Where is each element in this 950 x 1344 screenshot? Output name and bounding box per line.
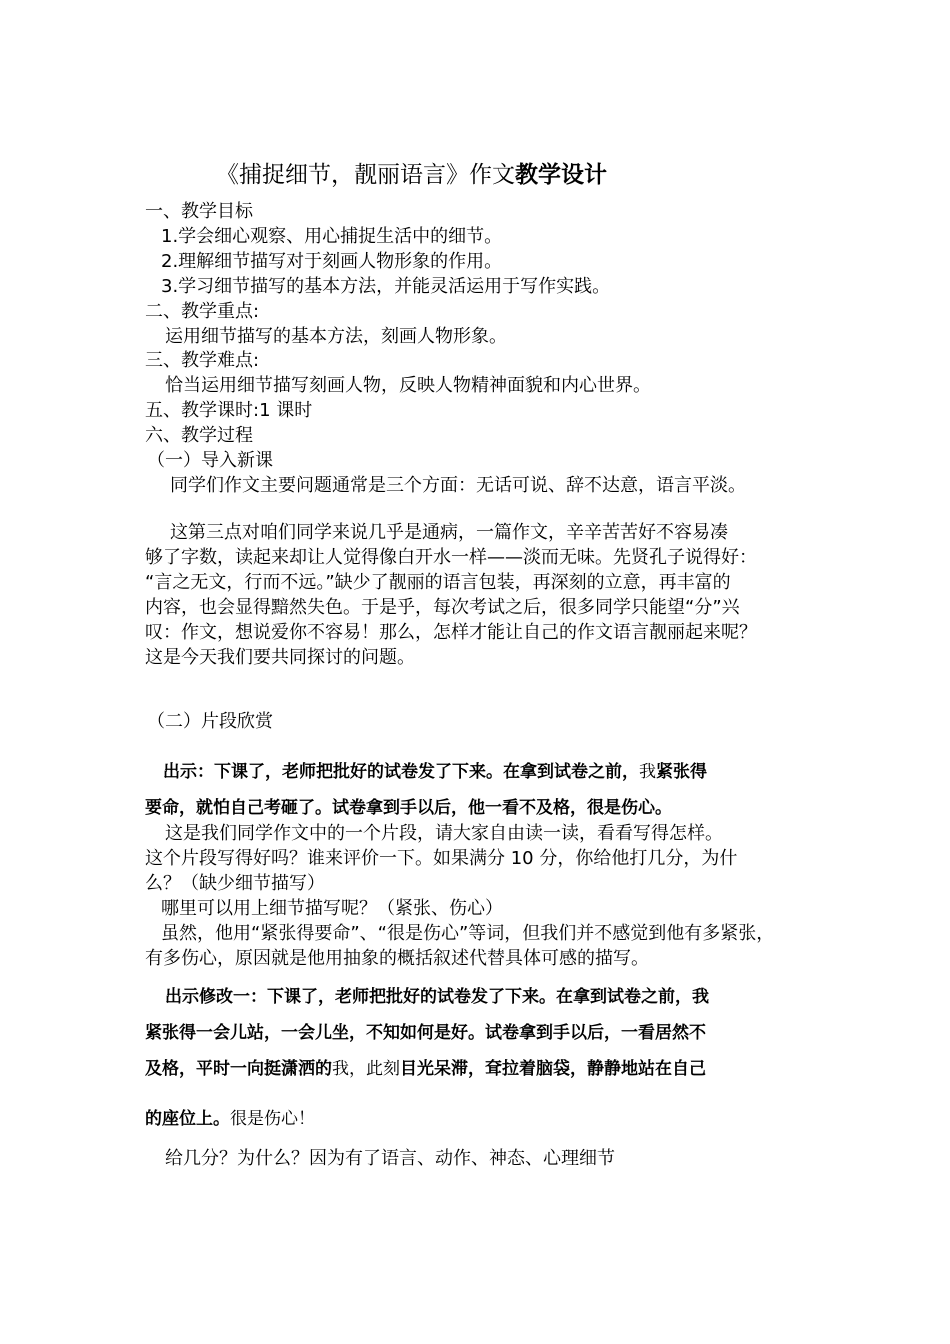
intro-paragraph-line-5: 叹：作文，想说爱你不容易！那么，怎样才能让自己的作文语言靓丽起来呢？ xyxy=(145,622,757,643)
title-text-bold: 教学设计 xyxy=(515,162,607,188)
goal-item-1: 1.学会细心观察、用心捕捉生活中的细节。 xyxy=(161,226,503,247)
revision-bold-text: 及格，平时一向挺潇洒的 xyxy=(145,1059,332,1079)
comment-line-2: 这个片段写得好吗？谁来评价一下。如果满分 10 分，你给他打几分，为什 xyxy=(145,848,738,869)
comment-line-1: 这是我们同学作文中的一个片段，请大家自由读一读，看看写得怎样。 xyxy=(165,823,723,844)
excerpt-plain-text: 我 xyxy=(639,762,656,782)
focus-text: 运用细节描写的基本方法，刻画人物形象。 xyxy=(165,326,507,347)
comment-line-4: 哪里可以用上细节描写呢？（紧张、伤心） xyxy=(161,898,503,919)
title-text: 《捕捉细节，靓丽语言》作文 xyxy=(216,162,515,188)
intro-paragraph-line-3: “言之无文，行而不远。”缺少了靓丽的语言包装，再深刻的立意，再丰富的 xyxy=(145,572,731,593)
section-heading-focus: 二、教学重点: xyxy=(145,301,260,322)
subheading-intro: （一）导入新课 xyxy=(147,450,273,471)
excerpt-bold-text: 紧张得 xyxy=(656,762,707,782)
excerpt-show-line-2: 要命，就怕自己考砸了。试卷拿到手以后，他一看不及格，很是伤心。 xyxy=(145,798,672,818)
intro-paragraph-line-4: 内容，也会显得黯然失色。于是乎，每次考试之后，很多同学只能望“分”兴 xyxy=(145,597,740,618)
intro-paragraph-line-6: 这是今天我们要共同探讨的问题。 xyxy=(145,647,415,668)
page-title xyxy=(216,160,607,190)
revision-plain-text: 很是伤心！ xyxy=(230,1109,315,1129)
final-question: 给几分？为什么？因为有了语言、动作、神态、心理细节 xyxy=(165,1148,615,1169)
goal-item-2: 2.理解细节描写对于刻画人物形象的作用。 xyxy=(161,251,503,272)
subheading-excerpt: （二）片段欣赏 xyxy=(147,711,273,732)
section-heading-hours: 五、教学课时:1 课时 xyxy=(145,400,313,421)
comment-line-3: 么？（缺少细节描写） xyxy=(145,873,325,894)
comment-line-6: 有多伤心，原因就是他用抽象的概括叙述代替具体可感的描写。 xyxy=(145,948,649,969)
revision-line-4 xyxy=(145,1107,315,1131)
section-heading-goals: 一、教学目标 xyxy=(145,201,253,222)
goal-item-3: 3.学习细节描写的基本方法，并能灵活运用于写作实践。 xyxy=(161,276,611,297)
intro-paragraph-line-1: 这第三点对咱们同学来说几乎是通病，一篇作文，辛辛苦苦好不容易凑 xyxy=(170,522,728,543)
revision-line-1: 出示修改一：下课了，老师把批好的试卷发了下来。在拿到试卷之前，我 xyxy=(165,987,709,1007)
section-heading-process: 六、教学过程 xyxy=(145,425,253,446)
excerpt-show-line-1 xyxy=(163,760,707,784)
comment-line-5: 虽然，他用“紧张得要命”、“很是伤心”等词，但我们并不感觉到他有多紧张， xyxy=(161,923,775,944)
section-heading-difficulty: 三、教学难点: xyxy=(145,350,260,371)
revision-bold-text: 的座位上。 xyxy=(145,1109,230,1129)
difficulty-text: 恰当运用细节描写刻画人物，反映人物精神面貌和内心世界。 xyxy=(165,375,651,396)
revision-line-3 xyxy=(145,1057,706,1081)
revision-plain-text: 我，此刻 xyxy=(332,1059,400,1079)
revision-bold-text: 目光呆滞，耷拉着脑袋，静静地站在自己 xyxy=(400,1059,706,1079)
intro-text: 同学们作文主要问题通常是三个方面：无话可说、辞不达意，语言平淡。 xyxy=(170,475,746,496)
revision-line-2: 紧张得一会儿站，一会儿坐，不知如何是好。试卷拿到手以后，一看居然不 xyxy=(145,1023,706,1043)
excerpt-bold-text: 出示：下课了，老师把批好的试卷发了下来。在拿到试卷之前， xyxy=(163,762,639,782)
intro-paragraph-line-2: 够了字数，读起来却让人觉得像白开水一样——淡而无味。先贤孔子说得好： xyxy=(145,547,757,568)
